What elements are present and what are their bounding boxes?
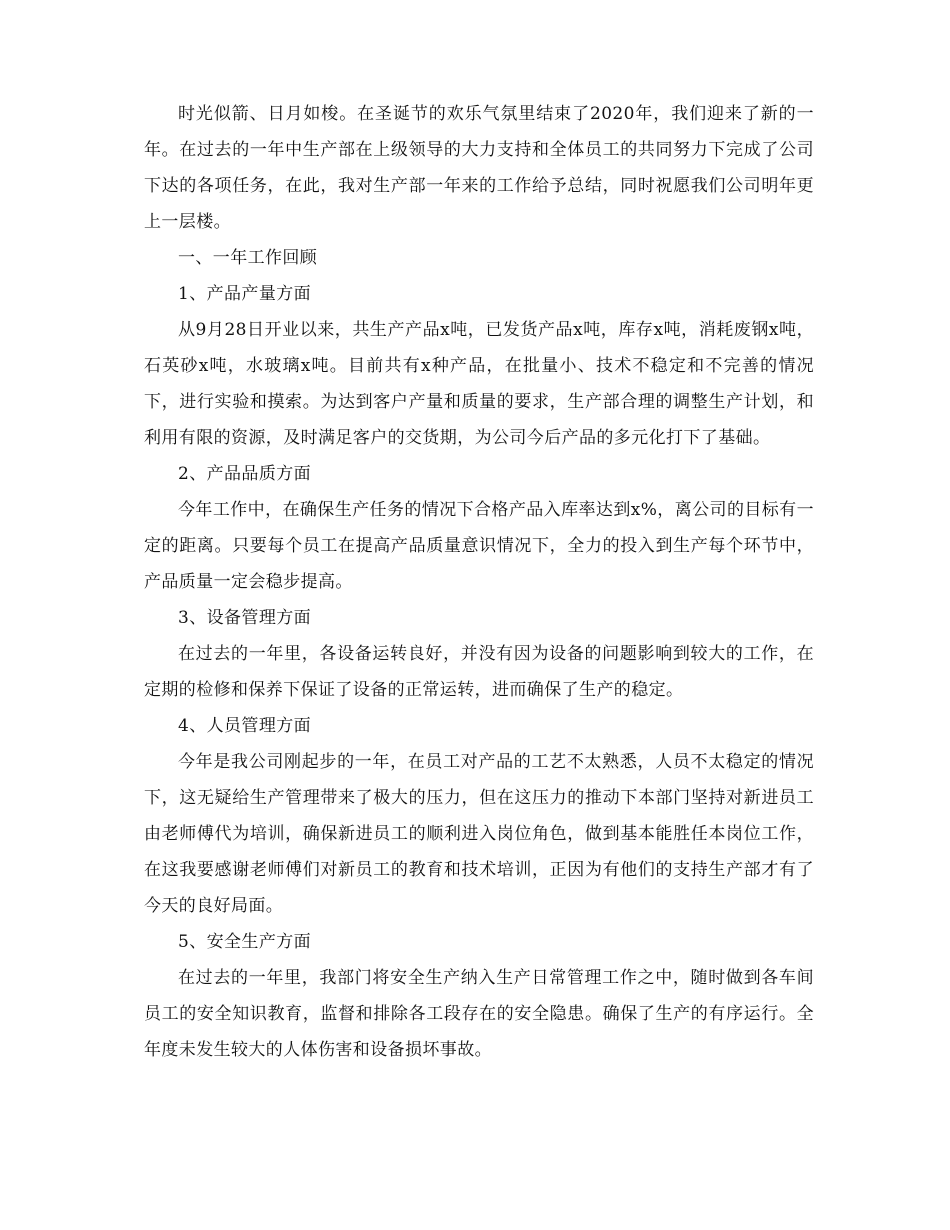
paragraph-personnel: 今年是我公司刚起步的一年，在员工对产品的工艺不太熟悉，人员不太稳定的情况下，这无疑给生产管理带来了极大的压力，但在这压力的推动下本部门坚持对新进员工由老师傅代为培训，确保新进员工的顺利进入岗位角色，做到基本能胜任本岗位工作，在这我要感谢老师傅们对新员工的教育和技术培训，正因为有他们的支持生产部才有了今天的良好局面。: [144, 752, 814, 916]
paragraph-quality: 今年工作中，在确保生产任务的情况下合格产品入库率达到x%，离公司的目标有一定的距离。只要每个员工在提高产品质量意识情况下，全力的投入到生产每个环节中，产品质量一定会稳步提高。: [144, 500, 814, 592]
paragraph-output: 从9月28日开业以来，共生产产品x吨，已发货产品x吨，库存x吨，消耗废钢x吨，石英砂x吨，水玻璃x吨。目前共有x种产品，在批量小、技术不稳定和不完善的情况下，进行实验和摸索。为达到客户产量和质量的要求，生产部合理的调整生产计划，和利用有限的资源，及时满足客户的交货期，为公司今后产品的多元化打下了基础。: [144, 320, 814, 448]
subheading-output: 1、产品产量方面: [178, 284, 312, 304]
subheading-equipment: 3、设备管理方面: [178, 608, 312, 628]
subheading-safety: 5、安全生产方面: [178, 932, 312, 952]
document-body: [144, 96, 814, 1068]
subheading-personnel: 4、人员管理方面: [178, 716, 312, 736]
subheading-quality: 2、产品品质方面: [178, 464, 312, 484]
paragraph-safety: 在过去的一年里，我部门将安全生产纳入生产日常管理工作之中，随时做到各车间员工的安全知识教育，监督和排除各工段存在的安全隐患。确保了生产的有序运行。全年度未发生较大的人体伤害和设备损坏事故。: [144, 968, 814, 1060]
section-heading-review: 一、一年工作回顾: [178, 248, 318, 268]
paragraph-equipment: 在过去的一年里，各设备运转良好，并没有因为设备的问题影响到较大的工作，在定期的检修和保养下保证了设备的正常运转，进而确保了生产的稳定。: [144, 644, 814, 700]
intro-paragraph: 时光似箭、日月如梭。在圣诞节的欢乐气氛里结束了2020年，我们迎来了新的一年。在过去的一年中生产部在上级领导的大力支持和全体员工的共同努力下完成了公司下达的各项任务，在此，我对生产部一年来的工作给予总结，同时祝愿我们公司明年更上一层楼。: [144, 104, 814, 232]
